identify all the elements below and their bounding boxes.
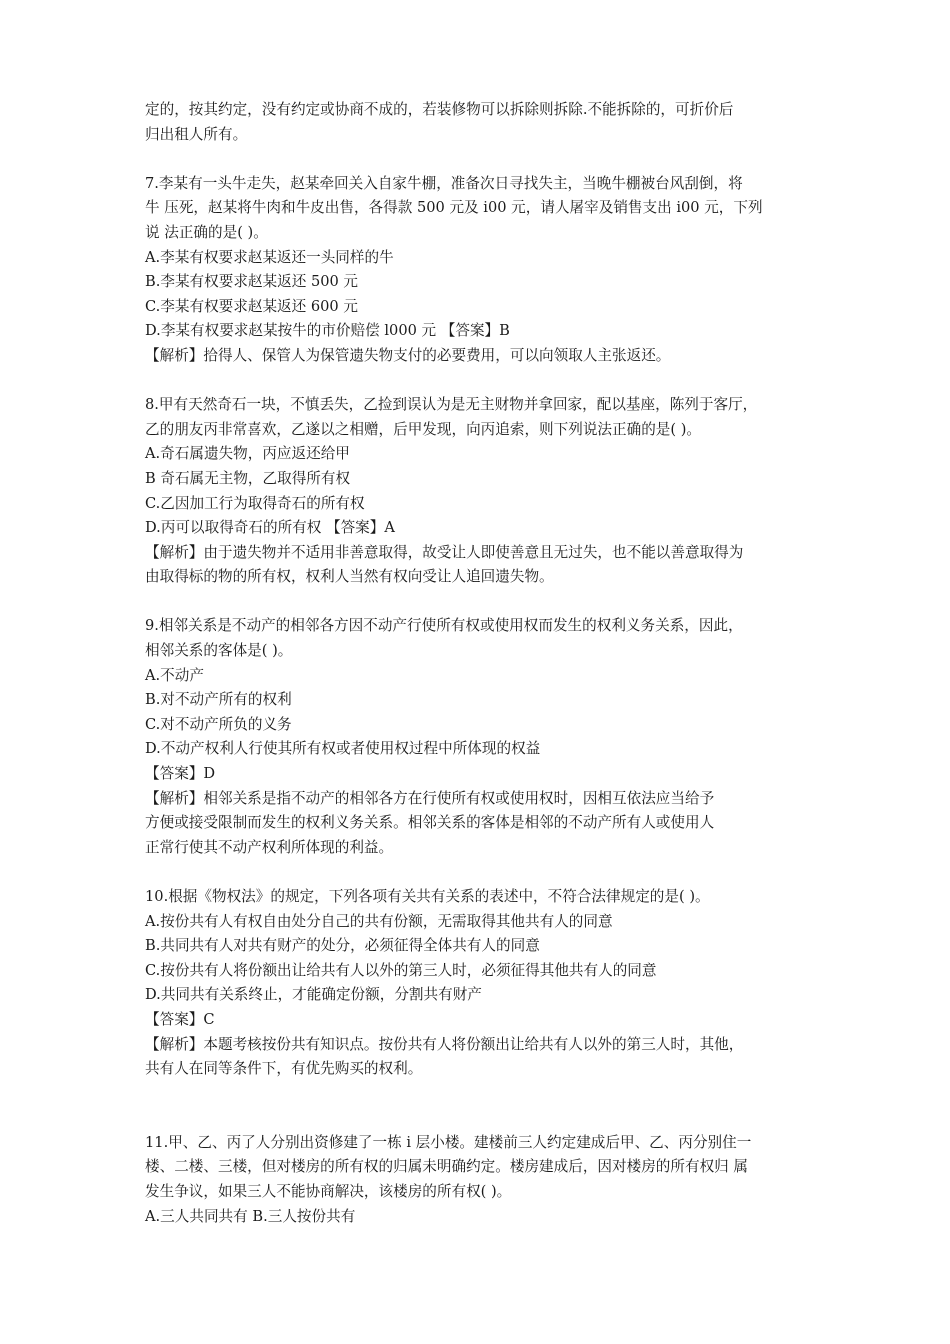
analysis-line: 【解析】由于遗失物并不适用非善意取得，故受让人即使善意且无过失，也不能以善意取得为 bbox=[145, 543, 744, 561]
question-stem: 楼、二楼、三楼，但对楼房的所有权的归属未明确约定。楼房建成后，因对楼房的所有权归 属 bbox=[145, 1158, 748, 1176]
option-b: B.对不动产所有的权利 bbox=[145, 691, 292, 709]
answer-line: 【答案】C bbox=[145, 1010, 215, 1028]
document-body bbox=[145, 98, 825, 1229]
answer-line: 【答案】D bbox=[145, 765, 216, 783]
question-10 bbox=[145, 885, 825, 1082]
analysis-line: 方便或接受限制而发生的权利义务关系。相邻关系的客体是相邻的不动产所有人或使用人 bbox=[145, 814, 715, 832]
question-9 bbox=[145, 614, 825, 860]
question-stem: 10.根据《物权法》的规定，下列各项有关共有关系的表述中，不符合法律规定的是( )。 bbox=[145, 888, 710, 905]
option-c: C.李某有权要求赵某返还 600 元 bbox=[145, 297, 358, 315]
option-a: A.李某有权要求赵某返还一头同样的牛 bbox=[145, 248, 394, 266]
question-stem: 牛 压死，赵某将牛肉和牛皮出售，各得款 500 元及 i00 元，请人屠宰及销售支出 i00 元，下列 bbox=[145, 199, 763, 217]
option-d: D.不动产权利人行使其所有权或者使用权过程中所体现的权益 bbox=[145, 740, 541, 758]
intro-line: 定的，按其约定，没有约定或协商不成的，若装修物可以拆除则拆除.不能拆除的，可折价后 bbox=[145, 101, 734, 118]
option-a: A.不动产 bbox=[145, 666, 204, 684]
option-b: B 奇石属无主物，乙取得所有权 bbox=[145, 469, 351, 487]
question-stem: 8.甲有天然奇石一块，不慎丢失，乙捡到误认为是无主财物并拿回家，配以基座，陈列于客厅， bbox=[145, 396, 758, 414]
question-stem: 7.李某有一头牛走失，赵某牵回关入自家牛棚，准备次日寻找失主，当晚牛棚被台风刮倒，将 bbox=[145, 174, 743, 192]
analysis-line: 【解析】相邻关系是指不动产的相邻各方在行使所有权或使用权时，因相互依法应当给予 bbox=[145, 789, 715, 807]
question-stem: 乙的朋友丙非常喜欢，乙遂以之相赠，后甲发现，向丙追索，则下列说法正确的是( )。 bbox=[145, 420, 701, 438]
option-d: D.共同共有关系终止，才能确定份额，分割共有财产 bbox=[145, 986, 482, 1004]
option-c: C.按份共有人将份额出让给共有人以外的第三人时，必须征得其他共有人的同意 bbox=[145, 961, 657, 979]
option-c: C.乙因加工行为取得奇石的所有权 bbox=[145, 494, 365, 512]
option-a-b: A.三人共同共有 B.三人按份共有 bbox=[145, 1207, 356, 1225]
question-11 bbox=[145, 1131, 825, 1229]
analysis-line: 【解析】本题考核按份共有知识点。按份共有人将份额出让给共有人以外的第三人时，其他， bbox=[145, 1035, 744, 1053]
intro-line: 归出租人所有。 bbox=[145, 125, 248, 143]
question-stem: 11.甲、乙、丙了人分别出资修建了一栋 i 层小楼。建楼前三人约定建成后甲、乙、丙分别住一 bbox=[145, 1133, 752, 1151]
analysis-line: 正常行使其不动产权利所体现的利益。 bbox=[145, 838, 394, 856]
question-stem: 发生争议，如果三人不能协商解决，该楼房的所有权( )。 bbox=[145, 1182, 512, 1200]
question-8 bbox=[145, 393, 825, 590]
option-d: D.李某有权要求赵某按牛的市价赔偿 l000 元 【答案】B bbox=[145, 322, 510, 340]
question-stem: 说 法正确的是( )。 bbox=[145, 223, 268, 241]
option-a: A.奇石属遗失物，丙应返还给甲 bbox=[145, 445, 350, 463]
analysis-line: 共有人在同等条件下，有优先购买的权利。 bbox=[145, 1060, 423, 1078]
option-b: B.李某有权要求赵某返还 500 元 bbox=[145, 273, 359, 291]
analysis-line: 由取得标的物的所有权，权利人当然有权向受让人追回遗失物。 bbox=[145, 568, 554, 586]
question-7 bbox=[145, 172, 825, 369]
option-d: D.丙可以取得奇石的所有权 【答案】A bbox=[145, 519, 395, 537]
option-c: C.对不动产所负的义务 bbox=[145, 715, 292, 733]
analysis-line: 【解析】拾得人、保管人为保管遗失物支付的必要费用，可以向领取人主张返还。 bbox=[145, 346, 671, 364]
question-stem: 相邻关系的客体是( )。 bbox=[145, 642, 293, 660]
question-stem: 9.相邻关系是不动产的相邻各方因不动产行使所有权或使用权而发生的权利义务关系，因此， bbox=[145, 617, 743, 635]
option-b: B.共同共有人对共有财产的处分，必须征得全体共有人的同意 bbox=[145, 937, 540, 955]
option-a: A.按份共有人有权自由处分自己的共有份额，无需取得其他共有人的同意 bbox=[145, 912, 613, 930]
